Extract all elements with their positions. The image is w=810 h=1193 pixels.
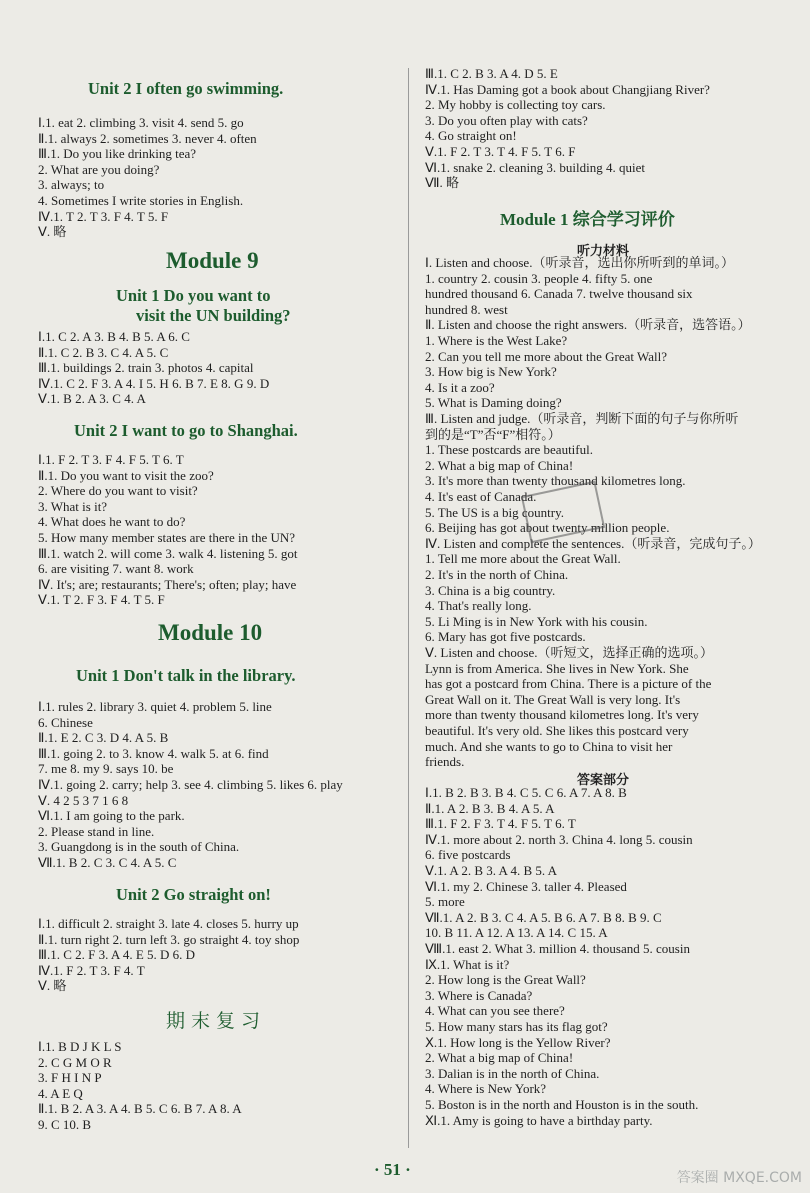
answer-line: Ⅶ.1. A 2. B 3. C 4. A 5. B 6. A 7. B 8. B 9. C [425, 909, 662, 925]
answer-line: Ⅸ.1. What is it? [425, 956, 510, 972]
answer-line: 3. How big is New York? [425, 364, 557, 380]
answer-line: Ⅹ.1. How long is the Yellow River? [425, 1034, 611, 1050]
page-number: · 51 · [374, 1160, 411, 1179]
answer-line: Ⅲ.1. Do you like drinking tea? [38, 146, 197, 162]
answer-line: Ⅶ. 略 [425, 175, 460, 191]
answer-line: hundred thousand 6. Canada 7. twelve thousand six [425, 286, 693, 302]
answer-line: 4. It's east of Canada. [425, 489, 537, 504]
answer-line: Ⅱ.1. E 2. C 3. D 4. A 5. B [38, 730, 169, 746]
answer-line: Ⅴ. 4 2 5 3 7 1 6 8 [38, 792, 129, 808]
answer-line: 6. Beijing has got about twenty million people. [425, 520, 670, 536]
answer-line: 3. F H I N P [38, 1070, 102, 1086]
answer-line: 5. How many stars has its flag got? [425, 1019, 608, 1034]
answer-line: 1. These postcards are beautiful. [425, 442, 593, 458]
answer-line: Ⅱ.1. always 2. sometimes 3. never 4. often [38, 130, 257, 146]
answer-line: Ⅴ.1. F 2. T 3. T 4. F 5. T 6. F [425, 144, 576, 159]
answer-line: Ⅰ.1. difficult 2. straight 3. late 4. closes 5. hurry up [38, 916, 299, 931]
answer-line: friends. [425, 754, 465, 770]
answer-line: 6. are visiting 7. want 8. work [38, 561, 194, 577]
watermark: 答案圈 MXQE.COM [676, 1170, 802, 1186]
answer-line: 2. Where do you want to visit? [38, 483, 198, 499]
answer-line: Ⅱ.1. Do you want to visit the zoo? [38, 467, 214, 483]
answer-line: 3. China is a big country. [425, 582, 556, 598]
answer-line: Ⅰ.1. eat 2. climbing 3. visit 4. send 5. go [38, 115, 244, 130]
m9-unit1-title-line2: visit the UN building? [136, 306, 291, 325]
answer-line: Ⅳ.1. Has Daming got a book about Changjiang River? [425, 81, 710, 97]
m9-unit2-title: Unit 2 I want to go to Shanghai. [74, 421, 298, 440]
answer-line: 5. What is Daming doing? [425, 395, 562, 411]
answer-line: 5. Boston is in the north and Houston is in the south. [425, 1097, 699, 1112]
answer-line: has got a postcard from China. There is a picture of the [425, 676, 712, 692]
answer-line: 2. My hobby is collecting toy cars. [425, 97, 606, 113]
answer-line: 2. C G M O R [38, 1054, 112, 1070]
answer-line: Ⅴ.1. B 2. A 3. C 4. A [38, 391, 146, 407]
module9-heading: Module 9 [166, 248, 259, 273]
answer-line: Ⅱ.1. A 2. B 3. B 4. A 5. A [425, 800, 555, 816]
answer-line: Ⅴ.1. T 2. F 3. F 4. T 5. F [38, 592, 165, 608]
answer-line: Ⅱ.1. B 2. A 3. A 4. B 5. C 6. B 7. A 8. A [38, 1101, 242, 1117]
answer-line: Ⅰ.1. B 2. B 3. B 4. C 5. C 6. A 7. A 8. B [425, 785, 627, 800]
m9-unit1-title-line1: Unit 1 Do you want to [116, 286, 271, 305]
answer-line: 3. Guangdong is in the south of China. [38, 839, 240, 855]
answer-line: Ⅱ.1. turn right 2. turn left 3. go straight 4. toy shop [38, 931, 300, 947]
answer-line: 3. Dalian is in the north of China. [425, 1065, 600, 1081]
final-review-title: 期末复习 [166, 1011, 267, 1032]
answer-line: 3. Do you often play with cats? [425, 112, 588, 128]
answer-line: 3. What is it? [38, 498, 108, 514]
answer-line: 2. What a big map of China! [425, 1050, 574, 1066]
answer-line: 6. five postcards [425, 847, 511, 863]
answer-line: 5. more [425, 894, 465, 910]
answer-line: 4. A E Q [38, 1085, 83, 1101]
answer-line: Ⅷ.1. east 2. What 3. million 4. thousand 5. cousin [425, 941, 690, 956]
answer-line: Great Wall on it. The Great Wall is very long. It's [425, 691, 681, 707]
answer-line: Ⅴ. 略 [38, 224, 67, 240]
answer-line: Ⅲ.1. C 2. B 3. A 4. D 5. E [425, 66, 558, 81]
m10-unit1-title: Unit 1 Don't talk in the library. [76, 666, 296, 685]
answer-line: Ⅴ. 略 [38, 978, 67, 994]
answer-line: Ⅲ.1. F 2. F 3. T 4. F 5. T 6. T [425, 816, 576, 832]
answer-line: 5. The US is a big country. [425, 504, 565, 520]
answer-line: Ⅳ.1. F 2. T 3. F 4. T [38, 962, 145, 978]
answer-line: Ⅳ.1. going 2. carry; help 3. see 4. climbing 5. likes 6. play [38, 777, 343, 792]
answer-line: Lynn is from America. She lives in New York. She [425, 660, 689, 676]
answer-line: Ⅰ.1. rules 2. library 3. quiet 4. problem 5. line [38, 699, 272, 714]
listening-heading: 听力材料 [577, 243, 630, 258]
answer-line: Ⅴ. Listen and choose.（听短文，选择正确的选项。） [425, 645, 714, 660]
column-divider [408, 68, 409, 1148]
answer-line: beautiful. It's very old. She likes this postcard very [425, 723, 689, 738]
answer-line: more than twenty thousand kilometres long. It's very [425, 707, 699, 723]
module1-review-title: Module 1 综合学习评价 [500, 210, 675, 229]
answer-line: Ⅳ. Listen and complete the sentences.（听录音，完成句子。） [425, 535, 761, 551]
answer-line: 9. C 10. B [38, 1117, 92, 1132]
answer-line: Ⅴ.1. A 2. B 3. A 4. B 5. A [425, 863, 558, 878]
answer-line: 3. always; to [38, 177, 105, 193]
answer-line: Ⅶ.1. B 2. C 3. C 4. A 5. C [38, 855, 177, 870]
m10-unit2-title: Unit 2 Go straight on! [116, 885, 271, 904]
answer-line: Ⅵ.1. snake 2. cleaning 3. building 4. quiet [425, 159, 645, 175]
answer-line: Ⅵ.1. my 2. Chinese 3. taller 4. Pleased [425, 878, 627, 894]
answer-line: 2. How long is the Great Wall? [425, 972, 586, 988]
answer-line: 3. Where is Canada? [425, 987, 533, 1003]
answer-line: 2. It's in the north of China. [425, 567, 569, 582]
answer-line: 4. That's really long. [425, 598, 532, 614]
answer-line: Ⅲ.1. watch 2. will come 3. walk 4. listening 5. got [38, 545, 298, 561]
answer-line: 6. Mary has got five postcards. [425, 629, 586, 645]
answer-line: Ⅲ. Listen and judge.（听录音，判断下面的句子与你所听 [425, 411, 739, 426]
answer-line: 2. Please stand in line. [38, 823, 155, 839]
answer-line: Ⅰ.1. C 2. A 3. B 4. B 5. A 6. C [38, 329, 190, 344]
answer-line: 4. Sometimes I write stories in English. [38, 193, 244, 208]
answers-heading: 答案部分 [577, 772, 630, 787]
answer-line: hundred 8. west [425, 301, 508, 317]
answer-line: Ⅳ.1. C 2. F 3. A 4. I 5. H 6. B 7. E 8. G 9. D [38, 375, 270, 391]
answer-line: Ⅳ. It's; are; restaurants; There's; often; play; have [38, 576, 297, 592]
answer-line: 5. How many member states are there in the UN? [38, 530, 296, 545]
answer-line: 7. me 8. my 9. says 10. be [38, 761, 174, 777]
answer-line: Ⅵ.1. I am going to the park. [38, 808, 185, 824]
answer-line: 6. Chinese [38, 714, 93, 730]
answer-line: much. And she wants to go to China to visit her [425, 738, 673, 754]
answer-line: 2. What are you doing? [38, 161, 160, 177]
answer-line: Ⅳ.1. T 2. T 3. F 4. T 5. F [38, 208, 169, 224]
answer-line: Ⅳ.1. more about 2. north 3. China 4. long 5. cousin [425, 831, 693, 847]
answer-line: Ⅲ.1. buildings 2. train 3. photos 4. capital [38, 360, 254, 376]
answer-line: 1. country 2. cousin 3. people 4. fifty 5. one [425, 270, 653, 286]
unit2-title: Unit 2 I often go swimming. [88, 79, 284, 98]
answer-line: 4. What can you see there? [425, 1003, 565, 1019]
answer-line: Ⅲ.1. going 2. to 3. know 4. walk 5. at 6. find [38, 745, 269, 761]
answer-line: Ⅲ.1. C 2. F 3. A 4. E 5. D 6. D [38, 947, 196, 963]
answer-line: 4. What does he want to do? [38, 514, 186, 530]
answer-line: Ⅱ. Listen and choose the right answers.（听录音，选答语。） [425, 317, 751, 333]
answer-line: 5. Li Ming is in New York with his cousin. [425, 613, 648, 629]
answer-line: 2. What a big map of China! [425, 457, 574, 473]
answer-line: 10. B 11. A 12. A 13. A 14. C 15. A [425, 925, 608, 941]
answer-line: 4. Where is New York? [425, 1081, 547, 1097]
answer-line: Ⅺ.1. Amy is going to have a birthday party. [425, 1112, 653, 1128]
answer-line: Ⅱ.1. C 2. B 3. C 4. A 5. C [38, 344, 169, 360]
answer-line: 2. Can you tell me more about the Great Wall? [425, 348, 668, 364]
answer-line: 4. Go straight on! [425, 128, 517, 144]
answer-line: 4. Is it a zoo? [425, 379, 495, 395]
module10-heading: Module 10 [158, 620, 263, 645]
answer-line: Ⅰ. Listen and choose.（听录音，选出你所听到的单词。） [425, 255, 734, 270]
answer-line: Ⅰ.1. F 2. T 3. F 4. F 5. T 6. T [38, 452, 184, 467]
answer-line: 1. Where is the West Lake? [425, 333, 568, 348]
answer-line: 1. Tell me more about the Great Wall. [425, 551, 621, 567]
answer-line: Ⅰ.1. B D J K L S [38, 1039, 122, 1054]
answer-line: 到的是“T”否“F”相符。） [425, 426, 561, 442]
answer-line: 3. It's more than twenty thousand kilometres long. [425, 473, 686, 489]
